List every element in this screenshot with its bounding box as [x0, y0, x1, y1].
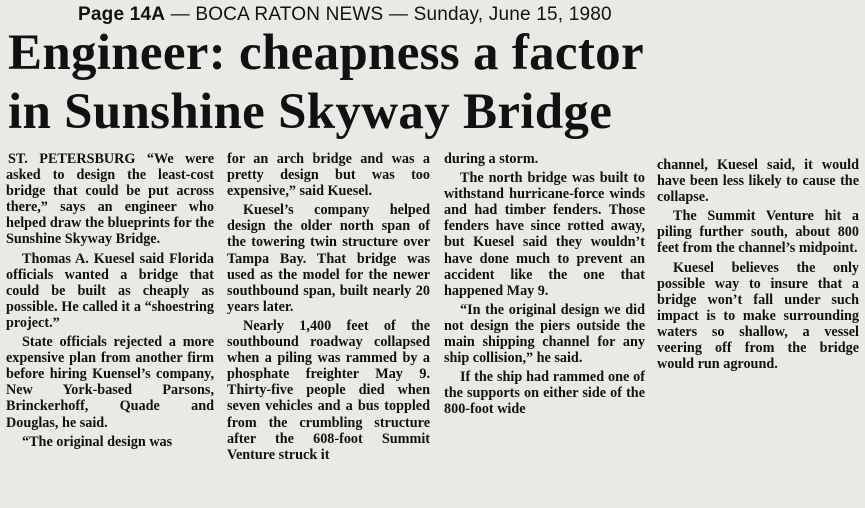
- paragraph: “The original design was: [22, 433, 173, 450]
- paragraph: channel, Kuesel said, it would have been less likely to cause the collapse.: [657, 157, 859, 206]
- page-folio: [78, 4, 612, 26]
- paragraph: Kuesel’s company helped design the older north span of the towering twin structure over Tampa Bay. That bridge was used as the model for the newer southbound span, built nearly 20 years later.: [227, 202, 430, 315]
- paragraph: during a storm.: [444, 151, 539, 167]
- article-column-2: [227, 151, 430, 466]
- paragraph: ST. PETERSBURG “We were asked to design the least-cost bridge that could be put across there,” says an engineer who helped draw the blueprints for the Sunshine Skyway Bridge.: [6, 151, 214, 248]
- paragraph: “In the original design we did not design the piers outside the main shipping channel for any ship collision,” he said.: [444, 301, 645, 367]
- headline-line-2: in Sunshine Skyway Bridge: [8, 84, 613, 140]
- paragraph: The Summit Venture hit a piling further south, about 800 feet from the channel’s midpoint.: [657, 208, 859, 257]
- paragraph: State officials rejected a more expensive plan from another firm before hiring Kuensel’s company, New York-based Parsons, Brinckerhoff, Quade and Douglas, he said.: [6, 334, 214, 431]
- paragraph: Kuesel believes the only possible way to insure that a bridge won’t fall under such impact is to make surrounding waters so shallow, a vessel veering off from the bridge would run aground.: [657, 259, 859, 373]
- publication-dateline: — BOCA RATON NEWS — Sunday, June 15, 1980: [170, 4, 612, 25]
- article-column-1: [6, 151, 214, 453]
- page-number: Page 14A: [78, 4, 166, 25]
- paragraph: If the ship had rammed one of the supports on either side of the 800-foot wide: [444, 369, 645, 418]
- paragraph: Nearly 1,400 feet of the southbound roadway collapsed when a piling was rammed by a phosphate freighter May 9. Thirty-five people died when seven vehicles and a bus toppled from the crumbling structure after the 608-foot Summit Venture struck it: [227, 317, 430, 463]
- paragraph: Thomas A. Kuesel said Florida officials wanted a bridge that could be built as cheaply as possible. He called it a “shoestring project.”: [6, 250, 214, 331]
- headline-line-1: Engineer: cheapness a factor: [8, 25, 644, 81]
- headline: [8, 24, 858, 142]
- paragraph: The north bridge was built to withstand hurricane-force winds and had timber fenders. Those fenders have since rotted away, but Kuesel said they wouldn’t have done much to prevent an accident like the one that happened May 9.: [444, 170, 645, 299]
- article-column-3: [444, 151, 645, 421]
- article-column-4: [657, 157, 859, 375]
- paragraph: for an arch bridge and was a pretty design but was too expensive,” said Kuesel.: [227, 151, 430, 200]
